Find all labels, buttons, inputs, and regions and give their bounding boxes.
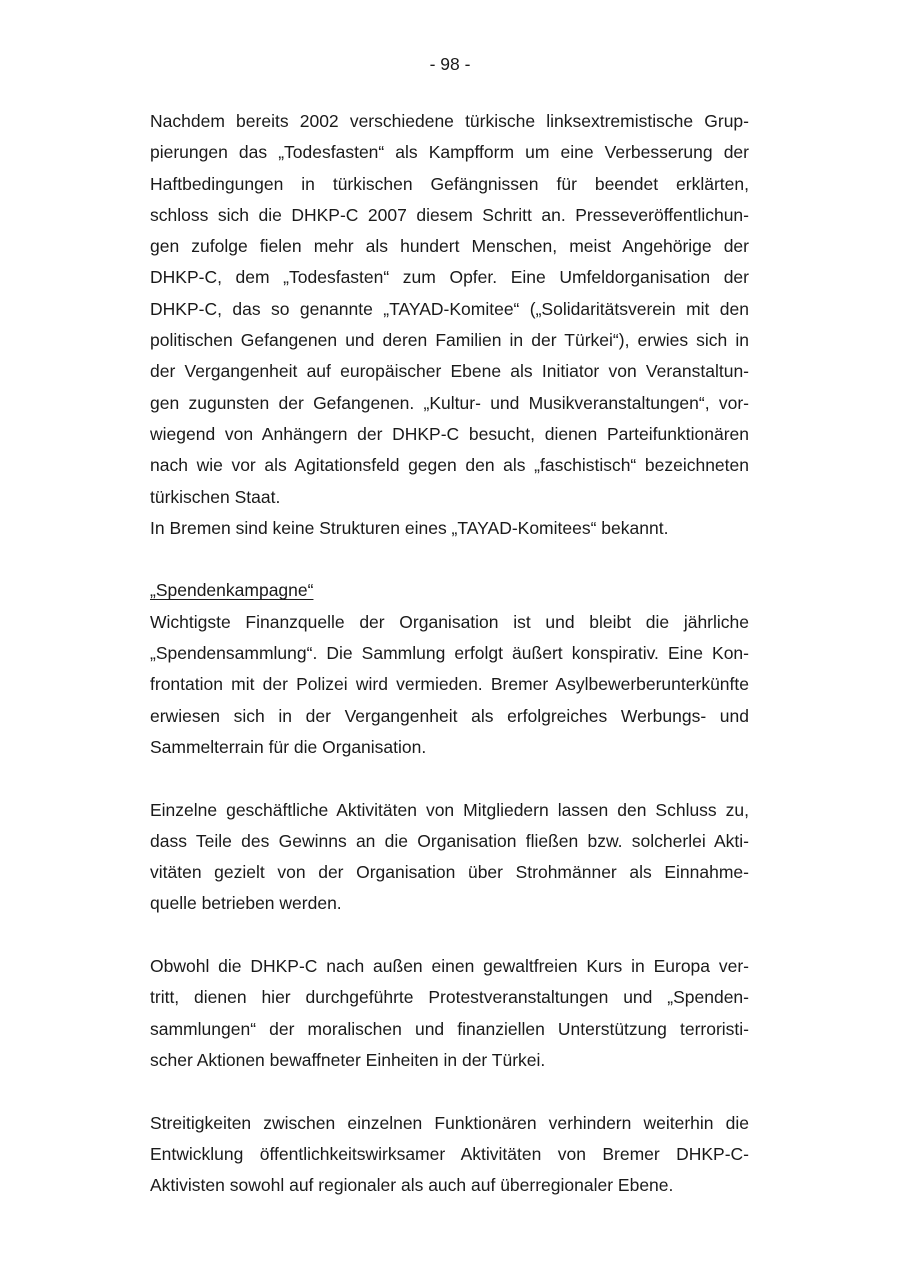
paragraph-spacer (150, 763, 749, 794)
paragraph-spacer (150, 920, 749, 951)
text-line: gen zufolge fielen mehr als hundert Menschen, meist Angehörige der (150, 236, 749, 257)
paragraph-todesfasten (150, 106, 749, 544)
text-line: wiegend von Anhängern der DHKP-C besucht, dienen Parteifunktionären (150, 423, 749, 444)
text-line: Aktivisten sowohl auf regionaler als auch auf überregionaler Ebene. (150, 1175, 674, 1196)
text-line: vitäten gezielt von der Organisation über Strohmänner als Einnahme- (150, 862, 749, 883)
text-line: pierungen das „Todesfasten“ als Kampfform um eine Verbesserung der (150, 142, 749, 163)
text-line: dass Teile des Gewinns an die Organisation fließen bzw. solcherlei Akti- (150, 830, 749, 851)
text-line: Wichtigste Finanzquelle der Organisation ist und bleibt die jährliche (150, 611, 749, 632)
text-line: politischen Gefangenen und deren Familien in der Türkei“), erwies sich in (150, 330, 749, 351)
text-line: Sammelterrain für die Organisation. (150, 736, 427, 757)
text-line: türkischen Staat. (150, 486, 281, 507)
section-heading: „Spendenkampagne“ (150, 580, 314, 601)
text-line: scher Aktionen bewaffneter Einheiten in der Türkei. (150, 1049, 546, 1070)
text-line: der Vergangenheit auf europäischer Ebene als Initiator von Veranstaltun- (150, 361, 749, 382)
text-line: „Spendensammlung“. Die Sammlung erfolgt äußert konspirativ. Eine Kon- (150, 643, 749, 664)
text-line: DHKP-C, dem „Todesfasten“ zum Opfer. Eine Umfeldorganisation der (150, 267, 749, 288)
text-line: Einzelne geschäftliche Aktivitäten von Mitgliedern lassen den Schluss zu, (150, 799, 749, 820)
paragraph-finanzquelle (150, 607, 749, 763)
text-line: Entwicklung öffentlichkeitswirksamer Aktivitäten von Bremer DHKP-C- (150, 1143, 749, 1164)
text-line: Obwohl die DHKP-C nach außen einen gewaltfreien Kurs in Europa ver- (150, 956, 749, 977)
text-line: Streitigkeiten zwischen einzelnen Funktionären verhindern weiterhin die (150, 1112, 749, 1133)
text-line: In Bremen sind keine Strukturen eines „TAYAD-Komitees“ bekannt. (150, 517, 669, 538)
text-line: DHKP-C, das so genannte „TAYAD-Komitee“ („Solidaritätsverein mit den (150, 298, 749, 319)
paragraph-streitigkeiten (150, 1108, 749, 1202)
text-line: sammlungen“ der moralischen und finanziellen Unterstützung terroristi- (150, 1018, 749, 1039)
text-line: Nachdem bereits 2002 verschiedene türkische linksextremistische Grup- (150, 111, 749, 131)
page-number: - 98 - (429, 54, 471, 74)
paragraph-gewaltfreier-kurs (150, 951, 749, 1076)
text-line: schloss sich die DHKP-C 2007 diesem Schritt an. Presseveröffentlichun- (150, 204, 749, 225)
text-line: quelle betrieben werden. (150, 893, 342, 914)
text-line: Haftbedingungen in türkischen Gefängnissen für beendet erklärten, (150, 173, 749, 194)
text-line: nach wie vor als Agitationsfeld gegen den als „faschistisch“ bezeichneten (150, 455, 749, 476)
text-line: frontation mit der Polizei wird vermieden. Bremer Asylbewerberunterkünfte (150, 674, 749, 695)
paragraph-spacer (150, 544, 749, 575)
paragraph-spacer (150, 1076, 749, 1107)
document-body (150, 106, 749, 1201)
text-line: gen zugunsten der Gefangenen. „Kultur- und Musikveranstaltungen“, vor- (150, 392, 749, 413)
text-line: erwiesen sich in der Vergangenheit als erfolgreiches Werbungs- und (150, 705, 749, 726)
paragraph-geschaeftliche-aktivitaeten (150, 795, 749, 920)
text-line: tritt, dienen hier durchgeführte Protestveranstaltungen und „Spenden- (150, 987, 749, 1008)
